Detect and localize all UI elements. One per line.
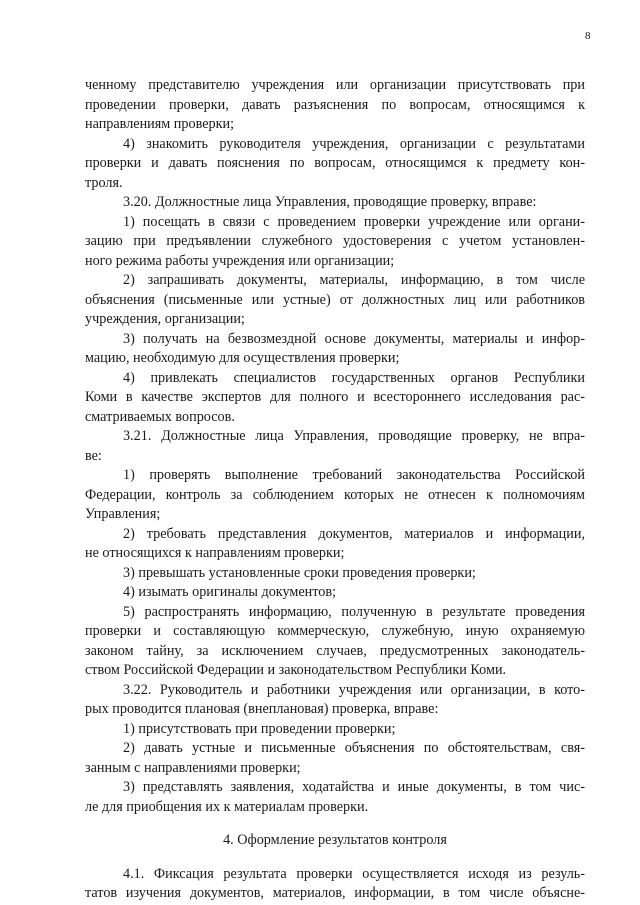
- text-line: 3.22. Руководитель и работники учреждения или организации, в кото-: [123, 681, 585, 698]
- text-line: проверки и давать пояснения по вопросам, относящимся к предмету кон-: [85, 155, 585, 171]
- text-line: 1) посещать в связи с проведением проверки учреждение или органи-: [123, 213, 585, 230]
- text-line: занным с направлениями проверки;: [85, 759, 301, 776]
- text-line: 2) давать устные и письменные объяснения по обстоятельствам, свя-: [123, 740, 585, 756]
- body-text: [85, 76, 585, 904]
- text-line: учреждения, организации;: [85, 311, 245, 327]
- text-line: Федерации, контроль за соблюдением которых не отнесен к полномочиям: [85, 486, 585, 503]
- text-line: зацию при предъявлении служебного удостоверения с учетом установлен-: [85, 233, 585, 249]
- page-number: 8: [585, 30, 591, 42]
- text-line: проверки и составляющую коммерческую, служебную, иную охраняемую: [85, 623, 585, 639]
- text-line: ле для приобщения их к материалам проверки.: [85, 798, 369, 815]
- text-line: 3) превышать установленные сроки проведения проверки;: [123, 564, 476, 581]
- text-line: татов изучения документов, материалов, информации, в том числе объясне-: [85, 885, 585, 901]
- text-line: ством Российской Федерации и законодательством Республики Коми.: [85, 662, 507, 678]
- text-line: ченному представителю учреждения или организации присутствовать при: [85, 77, 585, 93]
- text-line: проведении проверки, давать разъяснения по вопросам, относящимся к: [85, 96, 585, 113]
- text-line: не относящихся к направлениям проверки;: [85, 545, 345, 561]
- text-line: Коми в качестве экспертов для полного и всестороннего исследования рас-: [85, 389, 585, 405]
- text-line: объяснения (письменные или устные) от должностных лиц или работников: [85, 291, 585, 308]
- text-line: троля.: [85, 174, 123, 191]
- text-line: 4) привлекать специалистов государственных органов Республики: [123, 369, 585, 386]
- text-line: 5) распространять информацию, полученную в результате проведения: [123, 603, 585, 620]
- text-line: 2) запрашивать документы, материалы, информацию, в том числе: [123, 272, 585, 288]
- text-line: сматриваемых вопросов.: [85, 408, 235, 425]
- text-line: законом тайну, за исключением случаев, предусмотренных законодатель-: [85, 642, 585, 659]
- text-line: 3.20. Должностные лица Управления, проводящие проверку, вправе:: [123, 194, 537, 210]
- section-heading: 4. Оформление результатов контроля: [223, 832, 447, 848]
- text-line: ве:: [85, 447, 102, 464]
- text-line: 2) требовать представления документов, материалов и информации,: [123, 525, 585, 542]
- text-line: 3) получать на безвозмездной основе документы, материалы и инфор-: [123, 330, 585, 347]
- text-block-after-heading: [85, 865, 585, 904]
- text-line: направлениям проверки;: [85, 116, 235, 132]
- text-line: 1) проверять выполнение требований законодательства Российской: [123, 467, 585, 483]
- text-line: 4.1. Фиксация результата проверки осуществляется исходя из резуль-: [123, 865, 585, 882]
- text-block-before-heading: [85, 76, 585, 817]
- text-line: мацию, необходимую для осуществления проверки;: [85, 350, 400, 366]
- text-line: 3) представлять заявления, ходатайства и иные документы, в том чис-: [123, 779, 585, 795]
- text-line: 4) изымать оригиналы документов;: [123, 584, 337, 600]
- text-line: Управления;: [85, 506, 161, 522]
- text-line: рых проводится плановая (внеплановая) проверка, вправе:: [85, 701, 439, 717]
- text-line: 4) знакомить руководителя учреждения, организации с результатами: [123, 135, 585, 152]
- text-line: ного режима работы учреждения или организации;: [85, 252, 395, 269]
- text-line: 1) присутствовать при проведении проверки;: [123, 720, 396, 737]
- text-line: 3.21. Должностные лица Управления, проводящие проверку, не впра-: [123, 428, 585, 444]
